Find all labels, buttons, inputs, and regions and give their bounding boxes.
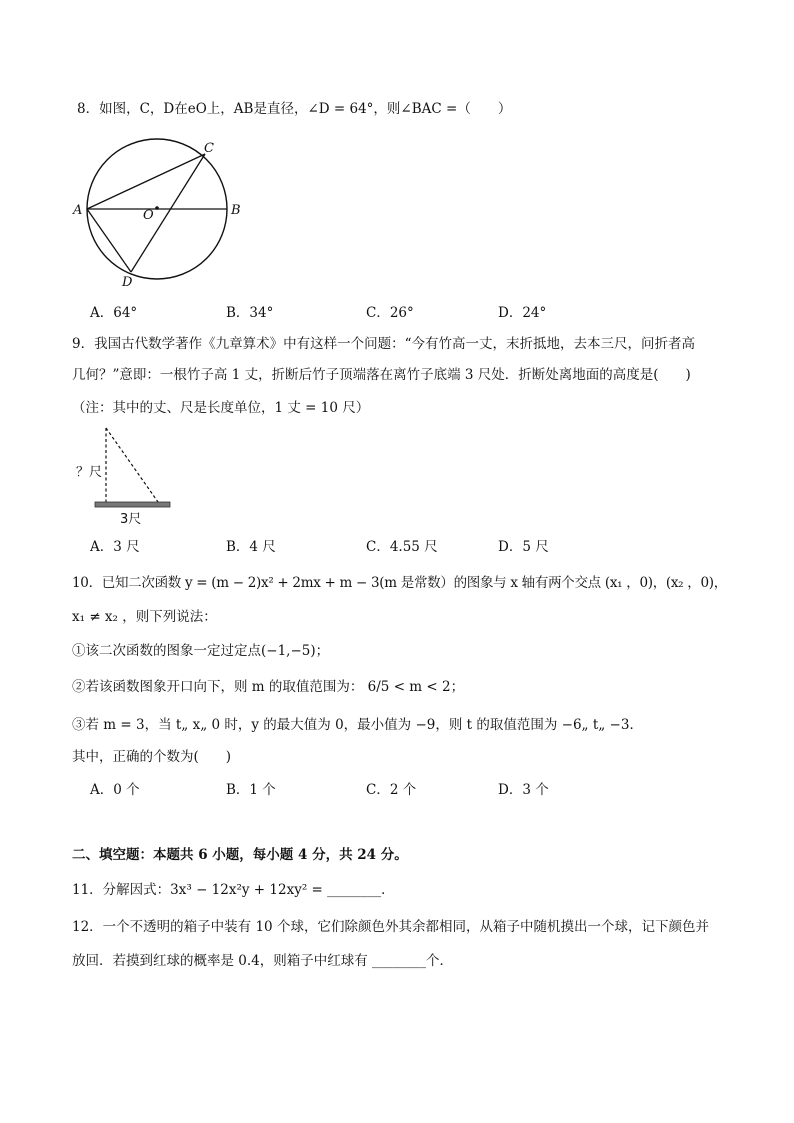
- q9-stem-line2: 几何？”意即：一根竹子高 1 丈，折断后竹子顶端落在离竹子底端 3 尺处．折断处离地面的高度是( ): [72, 367, 691, 383]
- q12-line1: 12．一个不透明的箱子中装有 10 个球，它们除颜色外其余都相同，从箱子中随机摸出一个球，记下颜色并: [72, 919, 709, 935]
- q9-option-d: D．5 尺: [498, 539, 549, 555]
- base-label: 3尺: [120, 512, 142, 527]
- q9-note: （注：其中的丈、尺是长度单位，1 丈 = 10 尺）: [72, 400, 370, 416]
- center-point: [155, 206, 159, 210]
- label-o: O: [143, 208, 154, 223]
- q9-stem-line1: 9．我国古代数学著作《九章算术》中有这样一个问题：“今有竹高一丈，末折抵地，去本三尺，问折者高: [72, 336, 695, 352]
- section2-heading: 二、填空题：本题共 6 小题，每小题 4 分，共 24 分。: [72, 847, 408, 863]
- q9-option-a: A．3 尺: [90, 539, 140, 555]
- q10-option-a: A．0 个: [90, 782, 140, 798]
- q10-item2: ②若该函数图象开口向下，则 m 的取值范围为： 6/5 < m < 2；: [72, 679, 465, 695]
- q8-option-a: A．64°: [90, 305, 138, 321]
- q10-stem-line1: 10．已知二次函数 y = (m − 2)x² + 2mx + m − 3(m 是常数）的图象与 x 轴有两个交点 (x₁ ，0)，(x₂ ，0)，: [72, 575, 727, 591]
- label-d: D: [122, 275, 133, 290]
- q8-stem: 8．如图，C，D在eO上，AB是直径，∠D = 64°，则∠BAC =（ ）: [77, 101, 512, 117]
- q10-ask: 其中，正确的个数为( ): [72, 749, 232, 765]
- label-a: A: [73, 203, 83, 218]
- q9-option-c: C．4.55 尺: [366, 539, 438, 555]
- bamboo-dashed-slant: [106, 428, 158, 502]
- q10-option-d: D．3 个: [498, 782, 549, 798]
- q8-circle-figure: [68, 136, 258, 294]
- q12-line2: 放回．若摸到红球的概率是 0.4，则箱子中红球有 ________个．: [72, 953, 454, 969]
- q8-option-b: B．34°: [226, 305, 274, 321]
- q10-item1: ①该二次函数的图象一定过定点(−1,−5)；: [72, 643, 330, 659]
- height-label: ？尺: [76, 465, 103, 480]
- q8-option-c: C．26°: [366, 305, 414, 321]
- ground-bar: [95, 502, 170, 507]
- chord-ad: [87, 209, 131, 272]
- q10-stem-line2: x₁ ≠ x₂ ，则下列说法：: [72, 609, 217, 625]
- q9-option-b: B．4 尺: [226, 539, 276, 555]
- q9-bamboo-figure: [72, 424, 182, 530]
- q11-stem: 11．分解因式：3x³ − 12x²y + 12xy² = ________．: [72, 882, 395, 898]
- q10-option-b: B．1 个: [226, 782, 276, 798]
- q10-option-c: C．2 个: [366, 782, 417, 798]
- q10-item3: ③若 m = 3，当 t„ x„ 0 时，y 的最大值为 0，最小值为 −9，则 t 的取值范围为 −6„ t„ −3．: [72, 717, 643, 733]
- label-b: B: [231, 203, 241, 218]
- label-c: C: [204, 141, 214, 156]
- q8-option-d: D．24°: [498, 305, 547, 321]
